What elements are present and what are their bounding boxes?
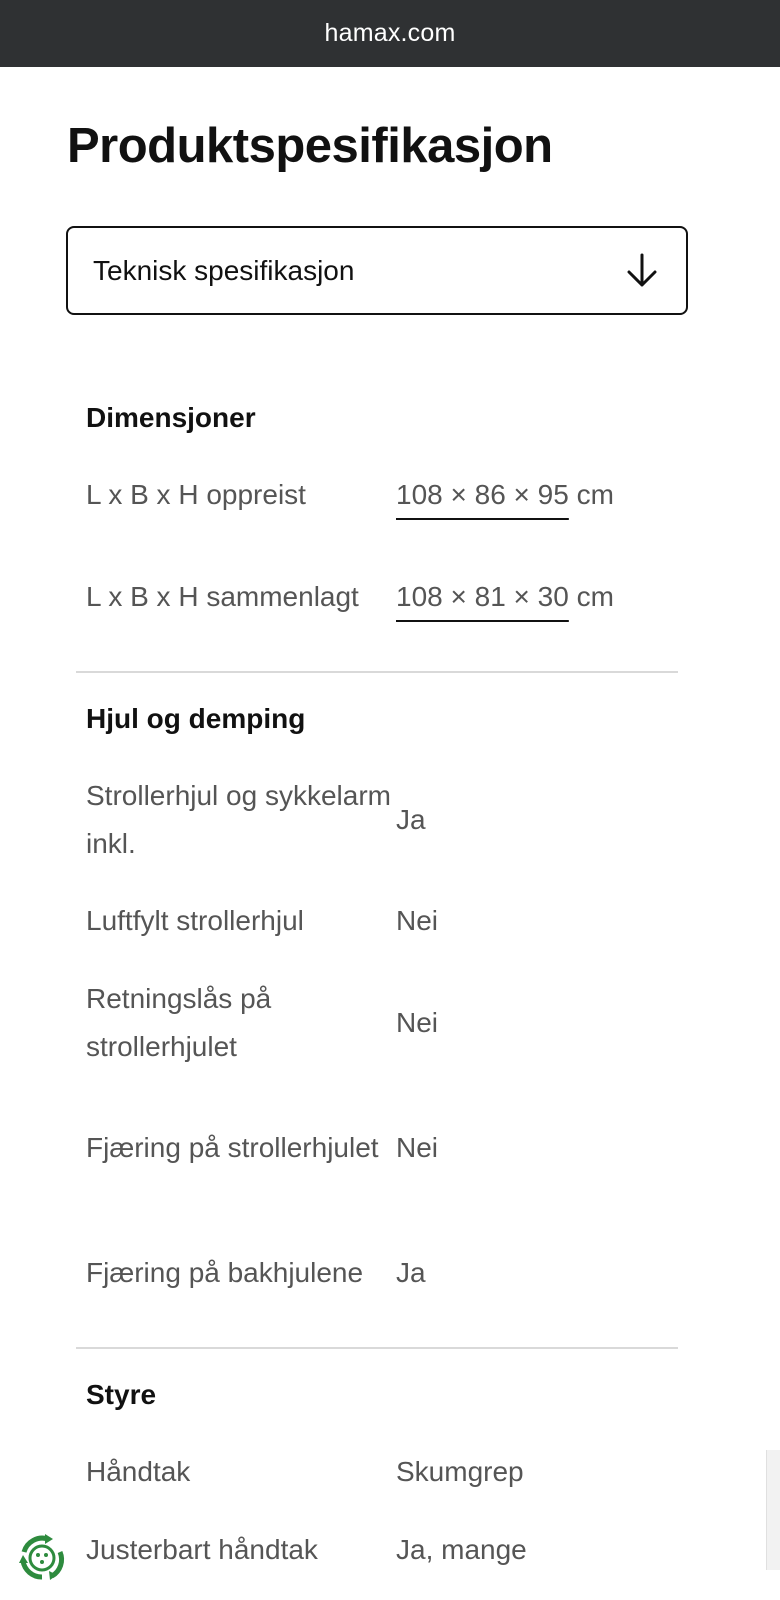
spec-row <box>76 757 678 882</box>
spec-value: Skumgrep <box>396 1456 524 1487</box>
spec-section-handlebar <box>76 1349 678 1600</box>
spec-row <box>76 960 678 1085</box>
spec-label: Retningslås på strollerhjulet <box>86 982 272 1062</box>
section-title: Hjul og demping <box>86 703 306 734</box>
spec-label: Fjæring på strollerhjulet <box>86 1131 379 1163</box>
section-title: Dimensjoner <box>86 402 256 433</box>
dimension-link[interactable]: 108 × 86 × 95 <box>396 479 569 510</box>
spec-label: Strollerhjul og sykkelarm inkl. <box>86 779 391 859</box>
spec-row <box>76 1085 678 1210</box>
spec-label: L x B x H oppreist <box>86 479 306 510</box>
spec-value: Nei <box>396 905 439 936</box>
spec-row <box>76 1511 678 1589</box>
spec-value: Ja <box>396 1256 426 1288</box>
spec-section-dimensions <box>76 372 678 673</box>
arrow-down-icon <box>624 251 660 291</box>
section-title: Styre <box>86 1379 157 1410</box>
dropdown-selected-label: Teknisk spesifikasjon <box>93 254 355 286</box>
spec-row <box>76 456 678 534</box>
spec-table <box>76 372 678 1600</box>
spec-value: Ja <box>396 803 426 835</box>
spec-section-wheels <box>76 673 678 1349</box>
spec-label: Luftfylt strollerhjul <box>86 905 304 936</box>
spec-row <box>76 1210 678 1335</box>
spec-row <box>76 534 678 659</box>
spec-value: Nei <box>396 1131 439 1163</box>
spec-type-dropdown[interactable] <box>66 226 688 315</box>
spec-value: Nei <box>396 1006 439 1038</box>
spec-row <box>76 882 678 960</box>
spec-row <box>76 1433 678 1511</box>
spec-label: Fjæring på bakhjulene <box>86 1256 364 1288</box>
domain-text: hamax.com <box>324 19 456 47</box>
spec-value <box>396 479 678 511</box>
spec-label: Håndtak <box>86 1456 191 1487</box>
side-widget-tab[interactable] <box>766 1450 780 1570</box>
page-title: Produktspesifikasjon <box>67 119 553 173</box>
spec-label: L x B x H sammenlagt <box>86 580 359 612</box>
recycle-icon[interactable] <box>14 1530 70 1586</box>
browser-address-bar[interactable] <box>0 0 780 67</box>
spec-label: Justerbart håndtak <box>86 1534 318 1565</box>
unit-text: cm <box>576 580 614 612</box>
dimension-link[interactable]: 108 × 81 × 30 <box>396 580 569 612</box>
spec-value <box>396 581 678 613</box>
spec-value: Ja, mange <box>396 1534 527 1565</box>
unit-text: cm <box>576 479 614 510</box>
